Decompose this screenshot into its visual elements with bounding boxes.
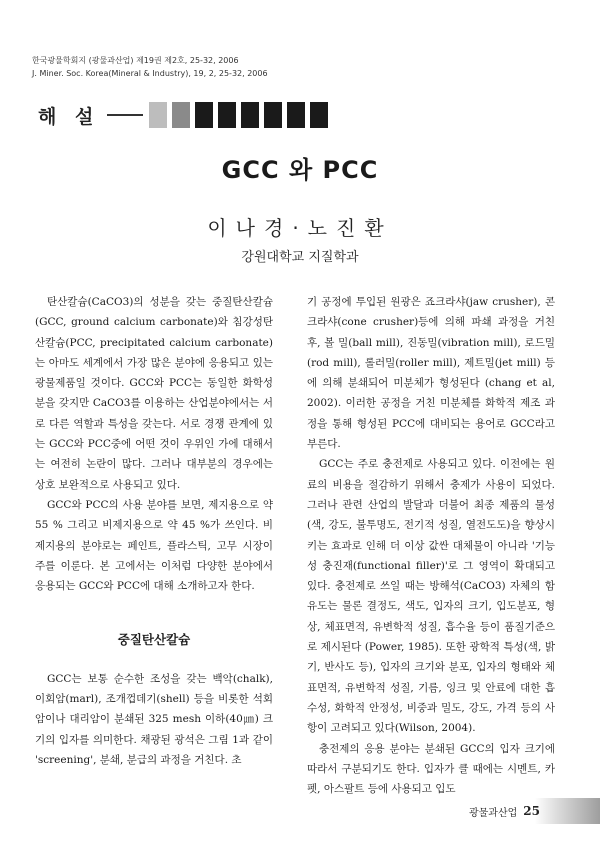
- decorative-block: [310, 102, 328, 128]
- decorative-block: [218, 102, 236, 128]
- decorative-block: [195, 102, 213, 128]
- page-footer: [428, 798, 600, 824]
- decorative-block: [287, 102, 305, 128]
- paragraph: GCC는 주로 충전제로 사용되고 있다. 이전에는 원료의 비용을 절감하기 위해서 충제가 사용이 되었다. 그러나 관련 산업의 발달과 더불어 최종 제품의 물성(색, 강도, 불투명도, 전기적 성질, 열전도도)을 향상시키는 효과로 인해 더 이상 값싼 대체물이 아니라 '기능성 충진재(functional filler)'로 그 영역이 확대되고 있다. 충전제로 쓰일 때는 방해석(CaCO3) 자체의 함유도는 물론 결정도, 색도, 입자의 크기, 입도분포, 형상, 체표면적, 유변학적 성질, 흡수율 등이 품질기준으로 제시된다 (Power, 1985). 또한 광학적 특성(색, 밝기, 반사도 등), 입자의 크기와 분포, 입자의 형태와 체표면적, 유변학적 성질, 기름, 잉크 및 안료에 대한 흡수성, 화학적 안정성, 비중과 밀도, 강도, 가격 등의 사항이 고려되고 있다(Wilson, 2004).: [307, 458, 555, 735]
- section-band: [38, 102, 333, 128]
- journal-header: [32, 54, 268, 80]
- band-rule: [107, 114, 143, 116]
- decorative-block: [172, 102, 190, 128]
- section-label: 해 설: [38, 105, 100, 128]
- paragraph: 기 공정에 투입된 원광은 죠크라샤(jaw crusher), 콘크라샤(cone crusher)등에 의해 파쇄 과정을 거친 후, 볼 밀(ball mill), 진동밀(vibration mill), 로드밀(rod mill), 롤러밀(roller mill), 제트밀(jet mill) 등에 의해 분쇄되어 미분체가 형성된다 (chang et al, 2002). 이러한 공정을 거친 미분체를 화학적 제조 과정을 통해 형성된 PCC에 대비되는 용어로 GCC라고 부른다.: [307, 296, 555, 451]
- section-heading: 중질탄산칼슘: [117, 632, 191, 648]
- paragraph: GCC와 PCC의 사용 분야를 보면, 제지용으로 약 55 % 그리고 비제지용으로 약 45 %가 쓰인다. 비제지용의 분야로는 페인트, 플라스틱, 고무 시장이 주를 이룬다. 본 고에서는 이처럼 다양한 분야에서 응용되는 GCC와 PCC에 대해 소개하고자 한다.: [35, 498, 273, 593]
- article-title: GCC 와 PCC: [221, 156, 379, 184]
- decorative-blocks: [149, 102, 333, 128]
- journal-header-english: J. Miner. Soc. Korea(Mineral & Industry), 19, 2, 25-32, 2006: [32, 69, 268, 78]
- decorative-block: [264, 102, 282, 128]
- article-authors: 이나경·노진환: [207, 216, 393, 240]
- author-affiliation: 강원대학교 지질학과: [241, 250, 359, 265]
- left-column: [35, 292, 273, 770]
- paragraph: 충전제의 응용 분야는 분쇄된 GCC의 입자 크기에 따라서 구분되기도 한다. 입자가 클 때에는 시멘트, 카펫, 아스팔트 등에 사용되고 입도: [307, 742, 555, 796]
- page-number: 25: [523, 804, 540, 818]
- footer-journal-name: 광물과산업: [468, 807, 518, 819]
- paragraph: 탄산칼슘(CaCO3)의 성분을 갖는 중질탄산칼슘(GCC, ground calcium carbonate)와 침강성탄산칼슘(PCC, precipitated calcium carbonate)는 아마도 세계에서 가장 많은 분야에 응용되고 있는 광물제품일 것이다. GCC와 PCC는 동일한 화학성분을 갖지만 CaCO3를 이용하는 산업분야에서는 서로 다른 역할과 특성을 갖는다. 서로 경쟁 관계에 있는 GCC와 PCC중에 어떤 것이 우위인 가에 대해서는 여전히 논란이 많다. 그러나 대부분의 경우에는 상호 보완적으로 사용되고 있다.: [35, 296, 273, 491]
- decorative-block: [149, 102, 167, 128]
- journal-header-korean: 한국광물학회지 (광물과산업) 제19권 제2호, 25-32, 2006: [32, 56, 239, 65]
- right-column: [307, 292, 555, 799]
- paragraph: GCC는 보통 순수한 조성을 갖는 백악(chalk), 이회암(marl), 조개껍데기(shell) 등을 비롯한 석회암이나 대리암이 분쇄된 325 mesh 이하(40㎛) 크기의 입자를 의미한다. 채광된 광석은 그림 1과 같이 'screening', 분쇄, 분급의 과정을 거친다. 초: [35, 672, 273, 766]
- decorative-block: [241, 102, 259, 128]
